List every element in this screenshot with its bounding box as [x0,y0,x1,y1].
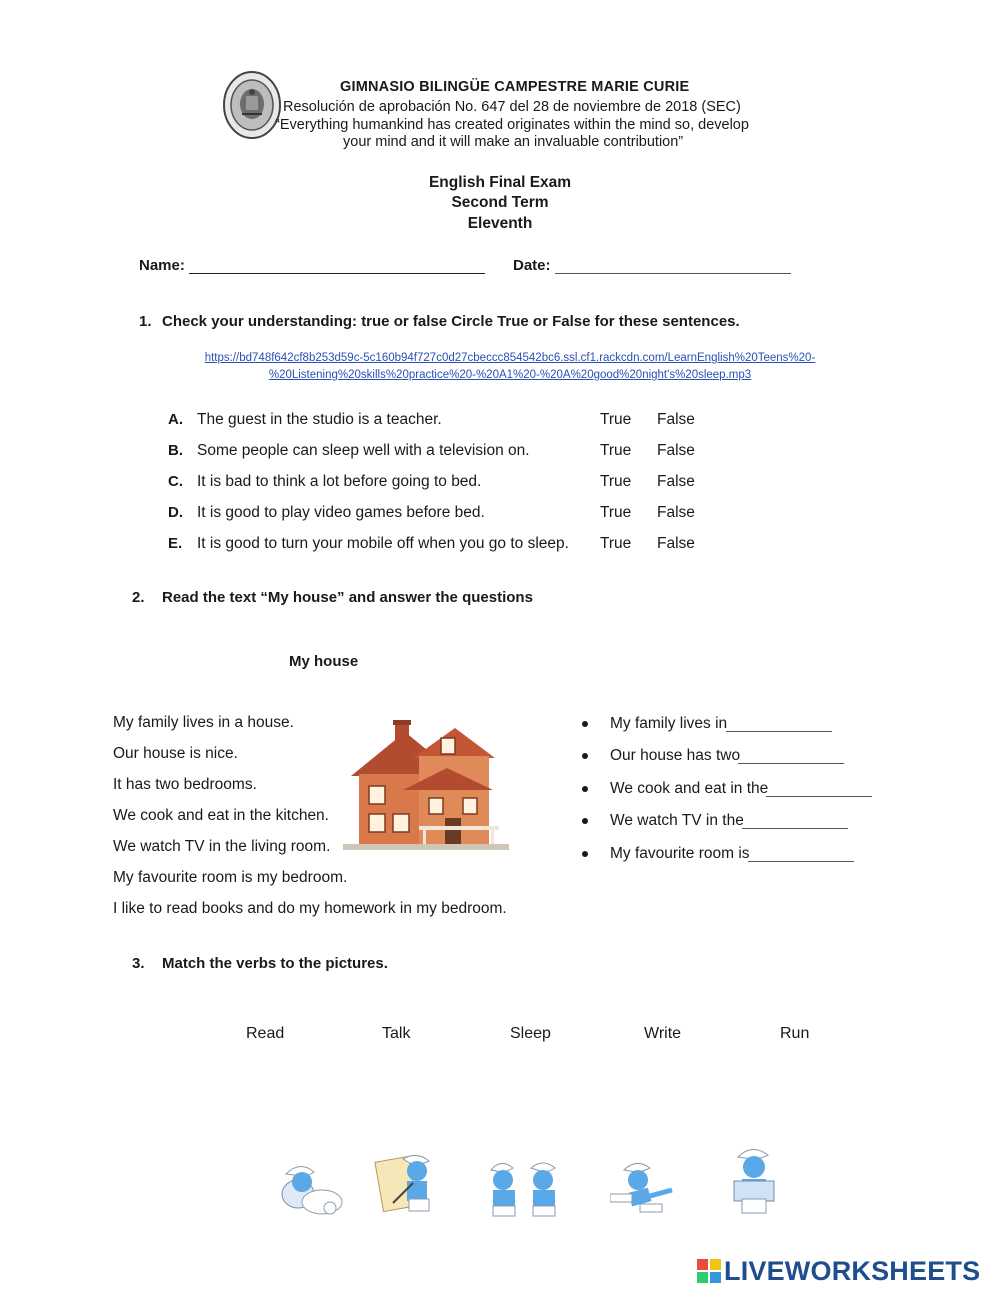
tf-statement: It is good to play video games before bed. [197,504,485,521]
name-blank[interactable] [189,273,485,274]
verb-run[interactable]: Run [780,1025,810,1042]
false-option[interactable]: False [657,504,695,521]
story-line: Our house is nice. [113,745,238,762]
tf-statement: It is bad to think a lot before going to bed. [197,473,482,490]
verb-write[interactable]: Write [644,1025,682,1042]
audio-link-line-1[interactable]: https://bd748f642cf8b253d59c-5c160b94f727c0d27cbeccc854542bc6.ssl.cf1.rackcdn.com/LearnEnglish%20Teens%20- [204,352,816,364]
school-name: GIMNASIO BILINGÜE CAMPESTRE MARIE CURIE [340,79,690,95]
section-3-heading: Match the verbs to the pictures. [162,955,388,972]
question-text: We watch TV in the [610,812,744,829]
true-option[interactable]: True [600,411,632,428]
false-option[interactable]: False [657,442,695,459]
tf-letter: E. [168,535,183,552]
bullet-icon [582,753,588,759]
tf-letter: B. [168,442,183,459]
running-smurf-picture[interactable] [610,1160,676,1216]
writing-smurf-picture[interactable] [373,1153,445,1219]
answer-blank[interactable] [766,796,872,797]
bullet-icon [582,851,588,857]
tf-letter: A. [168,411,183,428]
true-option[interactable]: True [600,504,632,521]
exam-grade: Eleventh [467,215,533,232]
tf-letter: C. [168,473,183,490]
school-seal-logo [222,70,282,140]
false-option[interactable]: False [657,473,695,490]
answer-blank[interactable] [738,763,844,764]
question-text: My favourite room is [610,845,750,862]
bullet-icon [582,818,588,824]
question-text: We cook and eat in the [610,780,769,797]
reading-smurf-picture[interactable] [726,1145,784,1217]
section-1-number: 1. [139,313,152,330]
story-line: We cook and eat in the kitchen. [113,807,329,824]
exam-title: English Final Exam [428,174,572,191]
bullet-icon [582,786,588,792]
bullet-icon [582,721,588,727]
answer-blank[interactable] [748,861,854,862]
verb-read[interactable]: Read [246,1025,285,1042]
story-title: My house [289,653,359,670]
story-line: We watch TV in the living room. [113,838,331,855]
answer-blank[interactable] [726,731,832,732]
question-text: Our house has two [610,747,741,764]
false-option[interactable]: False [657,535,695,552]
resolution-text: Resolución de aprobación No. 647 del 28 de noviembre de 2018 (SEC) [283,99,741,115]
tf-statement: Some people can sleep well with a television on. [197,442,530,459]
tf-letter: D. [168,504,183,521]
talking-smurfs-picture[interactable] [487,1158,561,1220]
tf-statement: The guest in the studio is a teacher. [197,411,442,428]
true-option[interactable]: True [600,473,632,490]
liveworksheets-brand: LIVEWORKSHEETS [724,1256,981,1286]
answer-blank[interactable] [742,828,848,829]
section-3-number: 3. [132,955,145,972]
story-line: My family lives in a house. [113,714,294,731]
date-label: Date: [513,257,551,274]
exam-term: Second Term [451,194,549,211]
tf-statement: It is good to turn your mobile off when you go to sleep. [197,535,569,552]
audio-link-line-2[interactable]: %20Listening%20skills%20practice%20-%20A1%20-%20A%20good%20night's%20sleep.mp3 [268,369,752,381]
verb-talk[interactable]: Talk [382,1025,411,1042]
liveworksheets-logo-icon [697,1259,721,1283]
verb-sleep[interactable]: Sleep [510,1025,551,1042]
story-line: It has two bedrooms. [113,776,257,793]
section-2-number: 2. [132,589,145,606]
section-1-heading: Check your understanding: true or false Circle True or False for these sentences. [162,313,740,330]
date-blank[interactable] [555,273,791,274]
story-line: I like to read books and do my homework in my bedroom. [113,900,507,917]
story-line: My favourite room is my bedroom. [113,869,348,886]
section-2-heading: Read the text “My house” and answer the questions [162,589,533,606]
motto-line-1: “Everything humankind has created originates within the mind so, develop [275,117,749,133]
false-option[interactable]: False [657,411,695,428]
true-option[interactable]: True [600,442,632,459]
true-option[interactable]: True [600,535,632,552]
name-label: Name: [139,257,185,274]
house-picture [343,718,509,850]
question-text: My family lives in [610,715,728,732]
sleeping-smurf-picture[interactable] [280,1160,344,1218]
motto-line-2: your mind and it will make an invaluable contribution” [343,134,684,150]
